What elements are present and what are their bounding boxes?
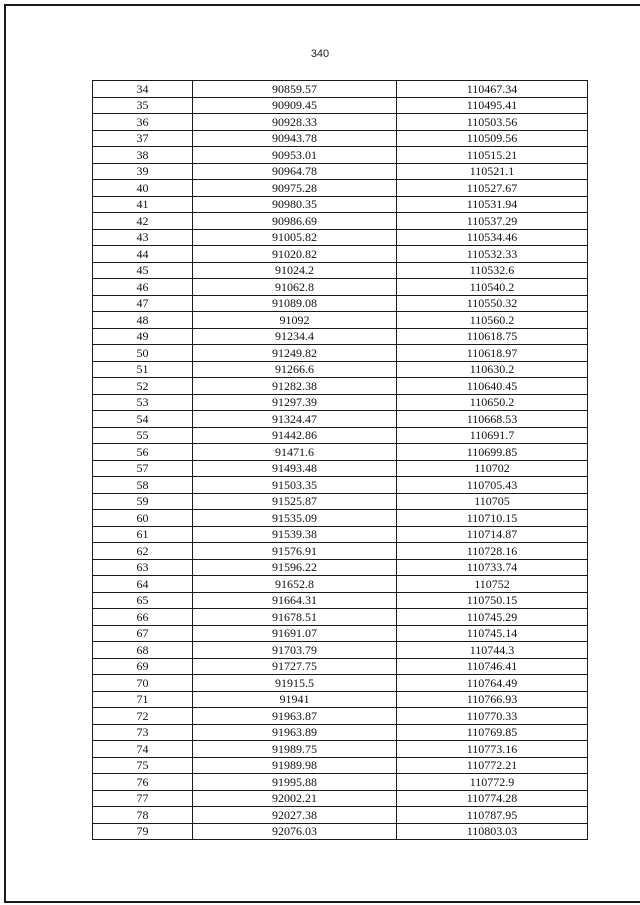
- y-value-cell: 110710.15: [397, 510, 588, 527]
- table-row: [93, 592, 588, 609]
- point-number-cell: 59: [93, 493, 193, 510]
- point-number-cell: 56: [93, 444, 193, 461]
- table-row: [93, 625, 588, 642]
- table-row: [93, 708, 588, 725]
- page-number: 340: [310, 48, 330, 60]
- table-row: [93, 774, 588, 791]
- y-value-cell: 110495.41: [397, 97, 588, 114]
- point-number-cell: 77: [93, 790, 193, 807]
- y-value-cell: 110764.49: [397, 675, 588, 692]
- y-value-cell: 110728.16: [397, 543, 588, 560]
- point-number-cell: 79: [93, 823, 193, 840]
- table-row: [93, 81, 588, 98]
- table-row: [93, 658, 588, 675]
- y-value-cell: 110509.56: [397, 130, 588, 147]
- x-value-cell: 90953.01: [193, 147, 397, 164]
- x-value-cell: 91941: [193, 691, 397, 708]
- y-value-cell: 110772.9: [397, 774, 588, 791]
- x-value-cell: 90928.33: [193, 114, 397, 131]
- y-value-cell: 110733.74: [397, 559, 588, 576]
- point-number-cell: 68: [93, 642, 193, 659]
- x-value-cell: 91596.22: [193, 559, 397, 576]
- point-number-cell: 40: [93, 180, 193, 197]
- y-value-cell: 110640.45: [397, 378, 588, 395]
- x-value-cell: 91995.88: [193, 774, 397, 791]
- y-value-cell: 110750.15: [397, 592, 588, 609]
- x-value-cell: 90975.28: [193, 180, 397, 197]
- table-row: [93, 691, 588, 708]
- y-value-cell: 110774.28: [397, 790, 588, 807]
- table-row: [93, 163, 588, 180]
- point-number-cell: 52: [93, 378, 193, 395]
- table-row: [93, 295, 588, 312]
- table-row: [93, 427, 588, 444]
- point-number-cell: 64: [93, 576, 193, 593]
- point-number-cell: 75: [93, 757, 193, 774]
- table-row: [93, 642, 588, 659]
- point-number-cell: 45: [93, 262, 193, 279]
- y-value-cell: 110705.43: [397, 477, 588, 494]
- x-value-cell: 91691.07: [193, 625, 397, 642]
- point-number-cell: 60: [93, 510, 193, 527]
- point-number-cell: 69: [93, 658, 193, 675]
- table-row: [93, 180, 588, 197]
- x-value-cell: 91963.89: [193, 724, 397, 741]
- y-value-cell: 110515.21: [397, 147, 588, 164]
- point-number-cell: 34: [93, 81, 193, 98]
- table-row: [93, 790, 588, 807]
- table-row: [93, 493, 588, 510]
- point-number-cell: 49: [93, 328, 193, 345]
- y-value-cell: 110699.85: [397, 444, 588, 461]
- y-value-cell: 110650.2: [397, 394, 588, 411]
- point-number-cell: 76: [93, 774, 193, 791]
- x-value-cell: 91249.82: [193, 345, 397, 362]
- point-number-cell: 70: [93, 675, 193, 692]
- scan-border-top: [5, 4, 640, 6]
- x-value-cell: 91020.82: [193, 246, 397, 263]
- point-number-cell: 37: [93, 130, 193, 147]
- point-number-cell: 65: [93, 592, 193, 609]
- table-row: [93, 114, 588, 131]
- point-number-cell: 74: [93, 741, 193, 758]
- table-row: [93, 361, 588, 378]
- table-row: [93, 130, 588, 147]
- point-number-cell: 44: [93, 246, 193, 263]
- point-number-cell: 55: [93, 427, 193, 444]
- x-value-cell: 91282.38: [193, 378, 397, 395]
- y-value-cell: 110618.75: [397, 328, 588, 345]
- x-value-cell: 91234.4: [193, 328, 397, 345]
- y-value-cell: 110744.3: [397, 642, 588, 659]
- point-number-cell: 36: [93, 114, 193, 131]
- y-value-cell: 110772.21: [397, 757, 588, 774]
- x-value-cell: 91324.47: [193, 411, 397, 428]
- scan-border-bottom: [4, 901, 640, 903]
- x-value-cell: 91062.8: [193, 279, 397, 296]
- y-value-cell: 110540.2: [397, 279, 588, 296]
- point-number-cell: 71: [93, 691, 193, 708]
- table-row: [93, 510, 588, 527]
- table-row: [93, 394, 588, 411]
- point-number-cell: 57: [93, 460, 193, 477]
- table-row: [93, 378, 588, 395]
- x-value-cell: 91664.31: [193, 592, 397, 609]
- x-value-cell: 91493.48: [193, 460, 397, 477]
- x-value-cell: 91989.75: [193, 741, 397, 758]
- table-row: [93, 213, 588, 230]
- table-body: [93, 81, 588, 840]
- y-value-cell: 110702: [397, 460, 588, 477]
- table-row: [93, 823, 588, 840]
- point-number-cell: 67: [93, 625, 193, 642]
- point-number-cell: 51: [93, 361, 193, 378]
- y-value-cell: 110527.67: [397, 180, 588, 197]
- table-row: [93, 147, 588, 164]
- point-number-cell: 39: [93, 163, 193, 180]
- x-value-cell: 90909.45: [193, 97, 397, 114]
- y-value-cell: 110691.7: [397, 427, 588, 444]
- point-number-cell: 62: [93, 543, 193, 560]
- x-value-cell: 92027.38: [193, 807, 397, 824]
- y-value-cell: 110745.29: [397, 609, 588, 626]
- y-value-cell: 110773.16: [397, 741, 588, 758]
- table-row: [93, 328, 588, 345]
- x-value-cell: 90986.69: [193, 213, 397, 230]
- x-value-cell: 91576.91: [193, 543, 397, 560]
- x-value-cell: 90859.57: [193, 81, 397, 98]
- x-value-cell: 92076.03: [193, 823, 397, 840]
- scan-border-left: [4, 4, 6, 902]
- table-row: [93, 477, 588, 494]
- table-row: [93, 262, 588, 279]
- y-value-cell: 110770.33: [397, 708, 588, 725]
- y-value-cell: 110618.97: [397, 345, 588, 362]
- x-value-cell: 90964.78: [193, 163, 397, 180]
- y-value-cell: 110537.29: [397, 213, 588, 230]
- table-row: [93, 757, 588, 774]
- x-value-cell: 91266.6: [193, 361, 397, 378]
- y-value-cell: 110550.32: [397, 295, 588, 312]
- x-value-cell: 91297.39: [193, 394, 397, 411]
- table-row: [93, 741, 588, 758]
- y-value-cell: 110752: [397, 576, 588, 593]
- table-row: [93, 279, 588, 296]
- x-value-cell: 91703.79: [193, 642, 397, 659]
- table-row: [93, 724, 588, 741]
- point-number-cell: 63: [93, 559, 193, 576]
- x-value-cell: 90980.35: [193, 196, 397, 213]
- y-value-cell: 110503.56: [397, 114, 588, 131]
- table-row: [93, 526, 588, 543]
- table-row: [93, 411, 588, 428]
- x-value-cell: 91024.2: [193, 262, 397, 279]
- point-number-cell: 41: [93, 196, 193, 213]
- point-number-cell: 66: [93, 609, 193, 626]
- x-value-cell: 91092: [193, 312, 397, 329]
- x-value-cell: 90943.78: [193, 130, 397, 147]
- x-value-cell: 91005.82: [193, 229, 397, 246]
- y-value-cell: 110467.34: [397, 81, 588, 98]
- x-value-cell: 91652.8: [193, 576, 397, 593]
- x-value-cell: 91442.86: [193, 427, 397, 444]
- point-number-cell: 50: [93, 345, 193, 362]
- y-value-cell: 110746.41: [397, 658, 588, 675]
- point-number-cell: 53: [93, 394, 193, 411]
- y-value-cell: 110745.14: [397, 625, 588, 642]
- x-value-cell: 91539.38: [193, 526, 397, 543]
- point-number-cell: 35: [93, 97, 193, 114]
- table-row: [93, 460, 588, 477]
- y-value-cell: 110787.95: [397, 807, 588, 824]
- point-number-cell: 46: [93, 279, 193, 296]
- x-value-cell: 91678.51: [193, 609, 397, 626]
- y-value-cell: 110534.46: [397, 229, 588, 246]
- y-value-cell: 110769.85: [397, 724, 588, 741]
- y-value-cell: 110630.2: [397, 361, 588, 378]
- table-row: [93, 609, 588, 626]
- table-row: [93, 675, 588, 692]
- point-number-cell: 47: [93, 295, 193, 312]
- y-value-cell: 110714.87: [397, 526, 588, 543]
- point-number-cell: 48: [93, 312, 193, 329]
- point-number-cell: 54: [93, 411, 193, 428]
- x-value-cell: 91963.87: [193, 708, 397, 725]
- point-number-cell: 73: [93, 724, 193, 741]
- table-row: [93, 196, 588, 213]
- y-value-cell: 110531.94: [397, 196, 588, 213]
- table-row: [93, 543, 588, 560]
- table-row: [93, 246, 588, 263]
- x-value-cell: 91503.35: [193, 477, 397, 494]
- table-row: [93, 576, 588, 593]
- point-number-cell: 38: [93, 147, 193, 164]
- x-value-cell: 91089.08: [193, 295, 397, 312]
- y-value-cell: 110532.6: [397, 262, 588, 279]
- point-number-cell: 72: [93, 708, 193, 725]
- table-row: [93, 312, 588, 329]
- point-number-cell: 43: [93, 229, 193, 246]
- y-value-cell: 110532.33: [397, 246, 588, 263]
- x-value-cell: 91989.98: [193, 757, 397, 774]
- table-row: [93, 807, 588, 824]
- point-number-cell: 61: [93, 526, 193, 543]
- table-row: [93, 229, 588, 246]
- coordinate-table: [92, 80, 588, 840]
- table-row: [93, 97, 588, 114]
- x-value-cell: 91915.5: [193, 675, 397, 692]
- point-number-cell: 42: [93, 213, 193, 230]
- x-value-cell: 92002.21: [193, 790, 397, 807]
- x-value-cell: 91535.09: [193, 510, 397, 527]
- point-number-cell: 78: [93, 807, 193, 824]
- table-row: [93, 559, 588, 576]
- x-value-cell: 91727.75: [193, 658, 397, 675]
- y-value-cell: 110560.2: [397, 312, 588, 329]
- x-value-cell: 91525.87: [193, 493, 397, 510]
- point-number-cell: 58: [93, 477, 193, 494]
- y-value-cell: 110766.93: [397, 691, 588, 708]
- table-row: [93, 345, 588, 362]
- y-value-cell: 110803.03: [397, 823, 588, 840]
- y-value-cell: 110705: [397, 493, 588, 510]
- table-row: [93, 444, 588, 461]
- y-value-cell: 110521.1: [397, 163, 588, 180]
- x-value-cell: 91471.6: [193, 444, 397, 461]
- y-value-cell: 110668.53: [397, 411, 588, 428]
